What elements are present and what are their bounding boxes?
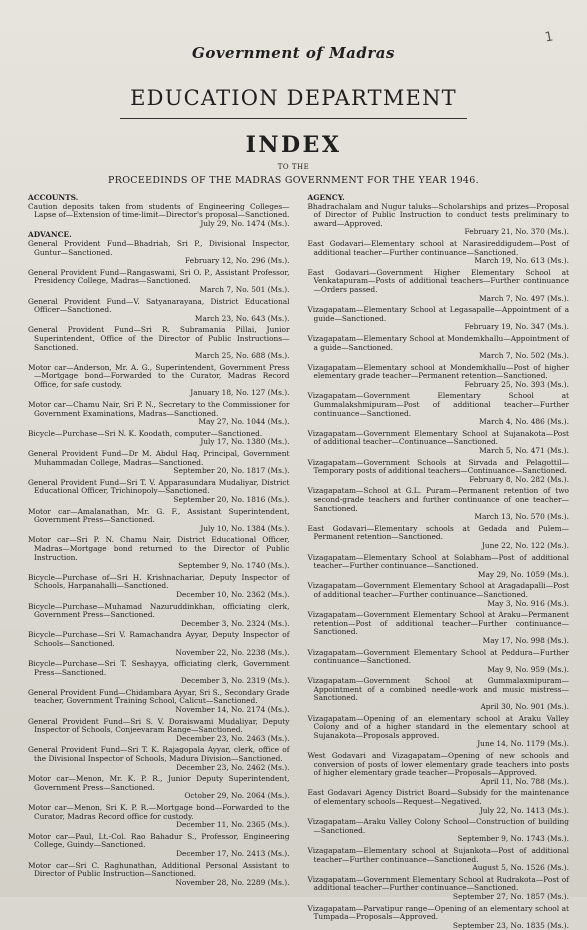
index-entry [308,905,570,930]
entry-date: September 9, No. 1740 (Ms.). [178,561,290,571]
entry-text: Vizagapatam—School at G.L. Puram—Permanent retention of two second-grade teachers and further continuance of one teacher—Sanctioned. [307,486,569,513]
entry-text: Vizagapatam—Elementary School at Mondemkhallu—Appointment of a guide—Sanctioned. [307,333,569,352]
index-entry [28,603,290,629]
entry-text: Vizagapatam—Government Elementary School at Aragadapalli—Post of additional teacher—Further continuance—Sanctioned. [307,581,569,599]
index-entry [308,459,570,485]
entry-date: September 23, No. 1835 (Ms.). [452,920,569,930]
index-entry [308,752,570,786]
entry-date: March 19, No. 613 (Ms.). [474,256,569,266]
entry-text: West Godavari and Vizagapatam—Opening of new schools and conversion of posts of lower elementary grade teachers into posts of higher elementary grade teacher—Proposals—Approved. [307,751,569,778]
entry-date: June 14, No. 1179 (Ms.). [477,739,569,749]
entry-text: Vizagapatam—Government Elementary School at Gummalakshmipuram—Post of additional teacher—Further continuance—Sanctioned. [307,391,569,418]
index-entry [308,430,570,456]
entry-text: Vizagapatam—Elementary school at Sujankota—Post of additional teacher—Further continuance—Sanctioned. [307,845,569,864]
entry-text: Vizagapatam—Elementary School at Solabham—Post of additional teacher—Further continuance—Sanctioned. [307,552,569,571]
entry-date: May 27, No. 1044 (Ms.). [198,417,290,427]
index-entry [308,525,570,551]
index-entry [28,574,290,600]
entry-text: Vizagapatam—Opening of an elementary school at Araku Valley Colony and of a higher standard in the elementary school at Sujanakota—Proposals approved. [307,713,569,740]
index-entry [28,804,290,830]
index-entry [308,649,570,675]
index-entry [308,611,570,645]
entry-date: March 7, No. 497 (Ms.). [479,293,569,303]
entry-text: Motor car—Sri P. N. Chamu Nair, District Educational Officer, Madras—Mortgage bond returned to the Director of Public Instruction. [28,535,290,562]
entry-text: Bicycle—Purchase—Sri T. Seshayya, officiating clerk, Government Press—Sanctioned. [28,659,290,677]
index-entry [28,450,290,476]
entry-date: December 10, No. 2362 (Ms.). [176,589,290,599]
entry-text: General Provident Fund—Sri S. V. Doraiswami Mudaliyar, Deputy Inspector of Schools, Conjeevaram Range—Sanctioned. [28,716,290,735]
index-entry [28,508,290,534]
entry-text: General Provident Fund—Dr M. Abdul Haq, Principal, Government Muhammadan College, Madras—Sanctioned. [28,449,290,467]
index-entry [28,203,290,229]
entry-date: December 11, No. 2365 (Ms.). [176,820,290,830]
entry-date: June 22, No. 122 (Ms.). [481,540,569,550]
index-entry [308,876,570,902]
entry-text: Vizagapatam—Elementary School at Legasapalle—Appointment of a guide—Sanctioned. [307,305,569,323]
entry-text: Vizagapatam—Government School at Gummalaxmipuram—Appointment of a combined needle-work and music mistress—Sanctioned. [307,676,569,703]
entry-date: March 23, No. 643 (Ms.). [194,313,290,323]
entry-text: Vizagapatam—Government Elementary School at Peddura—Further continuance—Sanctioned. [307,647,569,666]
index-entry [308,715,570,749]
to-the-label: TO THE [277,163,310,171]
index-columns [28,193,569,930]
index-entry [28,718,290,744]
index-title: INDEX [245,132,342,158]
entry-text: Motor car—Sri C. Raghunathan, Additional Personal Assistant to Director of Public Instruction—Sanctioned. [28,860,290,879]
entry-text: Motor car—Amalanathan, Mr. G. F., Assistant Superintendent, Government Press—Sanctioned. [28,506,290,525]
entry-text: General Provident Fund—Sri T. V. Apparasundara Mudaliyar, District Educational Officer, Trichinopoly—Sanctioned. [28,477,290,496]
index-entry [308,392,570,426]
government-heading: Government of Madras [192,44,395,62]
index-entry [28,401,290,427]
entry-date: December 23, No. 2463 (Ms.). [176,733,290,743]
entry-text: General Provident Fund—Sri T. K. Rajagopala Ayyar, clerk, office of the Divisional Inspector of Schools, Madura Division—Sanctioned. [28,745,290,764]
left-column [28,194,290,894]
entry-date: December 17, No. 2413 (Ms.). [176,848,290,858]
entry-text: General Provident Fund—Chidambara Ayyar, Sri S., Secondary Grade teacher, Government Training School, Calicut—Sanctioned. [28,687,290,706]
entry-date: July 22, No. 1413 (Ms.). [479,805,569,815]
index-entry [28,746,290,772]
entry-date: September 27, No. 1857 (Ms.). [452,891,569,901]
index-entry [308,789,570,815]
entry-text: Vizagapatam—Araku Valley Colony School—Construction of building—Sanctioned. [307,817,569,835]
index-entry [28,689,290,715]
entry-text: Vizagapatam—Government Elementary School at Araku—Permanent retention—Post of additional teacher—Further continuance—Sanctioned. [307,610,569,637]
section-heading: AGENCY. [307,193,345,202]
entry-text: East Godavari—Elementary schools at Gedada and Pulem—Permanent retention—Sanctioned. [307,523,569,542]
entry-text: East Godavari—Government Higher Elementary School at Venkatapuram—Posts of additional teachers—Further continuance—Orders passed. [307,267,569,294]
entry-text: Motor car—Paul, Lt.-Col. Rao Bahadur S., Professor, Engineering College, Guindy—Sanctioned. [28,831,290,850]
entry-date: May 29, No. 1059 (Ms.). [477,569,569,579]
entry-text: Bicycle—Purchase—Sri N. K. Koodath, computer—Sanctioned. [28,428,263,438]
entry-text: Vizagapatam—Government Elementary School at Sujanakota—Post of additional teacher—Continuance—Sanctioned. [307,428,569,447]
entry-date: July 10, No. 1384 (Ms.). [200,523,290,533]
entry-date: February 19, No. 347 (Ms.). [464,322,569,332]
entry-text: General Provident Fund—V. Satyanarayana, District Educational Officer—Sanctioned. [28,296,290,315]
index-entry [28,298,290,324]
entry-date: November 22, No. 2238 (Ms.). [175,647,290,657]
entry-date: January 18, No. 127 (Ms.). [190,388,290,398]
entry-date: December 3, No. 2319 (Ms.). [180,676,290,686]
entry-date: May 17, No. 998 (Ms.). [482,635,569,645]
entry-text: East Godavari—Elementary school at Narasireddigudem—Post of additional teacher—Further continuance—Sanctioned. [307,238,569,257]
entry-text: General Provident Fund—Sri R. Subramania Pillai, Junior Superintendent, Office of the Director of Public Instructions—Sanctioned. [28,325,290,352]
entry-text: Motor car—Chamu Nair, Sri P. N., Secretary to the Commissioner for Government Examinations, Madras—Sanctioned. [28,400,290,418]
entry-date: September 9, No. 1743 (Ms.). [457,834,569,844]
index-entry [308,818,570,844]
index-entry [28,833,290,859]
entry-date: July 17, No. 1380 (Ms.). [200,437,290,447]
index-entry [308,677,570,711]
index-entry [28,536,290,570]
entry-text: Motor car—Anderson, Mr. A. G., Superintendent, Government Press—Mortgage bond—Forwarded to the Curator, Madras Record Office, for safe custody. [28,362,290,389]
index-entry [28,326,290,360]
entry-date: March 7, No. 501 (Ms.). [199,284,290,294]
entry-date: February 8, No. 282 (Ms.). [469,474,569,484]
index-entry [308,240,570,266]
entry-text: Bicycle—Purchase—Muhamad Nazuruddinkhan, officiating clerk, Government Press—Sanctioned. [28,601,290,620]
entry-text: Vizagapatam—Parvatipur range—Opening of an elementary school at Tumpada—Proposals—Approved. [307,903,569,922]
index-entry [28,631,290,657]
index-entry [308,306,570,332]
entry-date: October 29, No. 2064 (Ms.). [184,791,290,801]
entry-text: Bicycle—Purchase—Sri V. Ramachandra Ayyar, Deputy Inspector of Schools—Sanctioned. [28,630,290,648]
entry-date: March 7, No. 502 (Ms.). [479,351,569,361]
entry-date: September 20, No. 1817 (Ms.). [173,466,290,476]
index-entry [28,479,290,505]
index-entry [308,203,570,237]
section-heading: ADVANCE. [28,230,72,240]
entry-date: March 13, No. 570 (Ms.). [474,512,569,522]
entry-date: April 11, No. 788 (Ms.). [480,776,569,786]
entry-text: Vizagapatam—Elementary school at Mondemkhallu—Post of higher elementary grade teacher—Permanent retention—Sanctioned. [307,362,569,381]
entry-text: Motor car—Menon, Mr. K. P. R., Junior Deputy Superintendent, Government Press—Sanctioned. [28,774,290,792]
index-entry [308,487,570,521]
margin-mark: 1 [543,29,555,46]
entry-date: February 12, No. 296 (Ms.). [185,256,290,266]
index-entry [308,582,570,608]
proceedings-subtitle: PROCEEDINDS OF THE MADRAS GOVERNMENT FOR THE YEAR 1946. [108,175,479,186]
index-entry [28,430,290,447]
entry-date: May 3, No. 916 (Ms.). [487,598,569,608]
entry-date: November 14, No. 2174 (Ms.). [175,705,290,715]
entry-text: General Provident Fund—Rangaswami, Sri O. P., Assistant Professor, Presidency College, Madras—Sanctioned. [28,267,290,286]
entry-date: August 5, No. 1526 (Ms.). [472,863,569,873]
index-entry [308,554,570,580]
entry-text: East Godavari Agency District Board—Subsidy for the maintenance of elementary schools—Request—Negatived. [307,788,569,806]
index-entry [28,364,290,398]
entry-text: Vizagapatam—Government Elementary School at Rudrakota—Post of additional teacher—Further continuance—Sanctioned. [307,874,569,893]
section-heading: ACCOUNTS. [28,193,79,202]
entry-date: March 5, No. 471 (Ms.). [479,446,569,456]
entry-date: April 30, No. 901 (Ms.). [480,702,569,712]
entry-date: November 28, No. 2289 (Ms.). [175,877,290,887]
index-entry [308,847,570,873]
index-entry [28,269,290,295]
index-entry [308,335,570,361]
entry-text: Bicycle—Purchase of—Sri H. Krishnachariar, Deputy Inspector of Schools, Harpanahalli—Sanctioned. [28,572,290,591]
entry-date: December 23, No. 2462 (Ms.). [176,762,290,772]
entry-date: July 29, No. 1474 (Ms.). [200,218,290,228]
entry-date: September 20, No. 1816 (Ms.). [173,495,290,504]
index-entry [308,269,570,303]
index-entry [28,775,290,801]
entry-date: March 25, No. 688 (Ms.). [194,351,290,361]
index-entry [308,364,570,390]
entry-date: February 21, No. 370 (Ms.). [464,227,569,237]
index-entry [28,660,290,686]
entry-date: March 4, No. 486 (Ms.). [479,417,569,427]
entry-text: Bhadrachalam and Nugur taluks—Scholarships and prizes—Proposal of Director of Public Instruction to conduct tests preliminary to award—Approved. [307,201,569,228]
entry-text: General Provident Fund—Bhadriah, Sri P., Divisional Inspector, Guntur—Sanctioned. [28,238,290,257]
entry-date: February 25, No. 393 (Ms.). [464,379,569,389]
entry-date: December 3, No. 2324 (Ms.). [180,618,290,628]
entry-text: Vizagapatam—Government Schools at Sirvada and Pelagottil—Temporary posts of additional teachers—Continuance—Sanctioned. [307,457,569,476]
entry-text: Caution deposits taken from students of Engineering Colleges—Lapse of—Extension of time-limit—Director's proposal—Sanctioned. [28,201,290,220]
entry-date: May 9, No. 959 (Ms.). [487,664,569,674]
divider [120,118,467,119]
right-column [307,193,570,930]
department-title: EDUCATION DEPARTMENT [130,86,457,110]
index-entry [28,862,290,888]
entry-text: Motor car—Menon, Sri K. P. R.—Mortgage bond—Forwarded to the Curator, Madras Record office for custody. [28,803,290,821]
index-entry [28,240,290,266]
